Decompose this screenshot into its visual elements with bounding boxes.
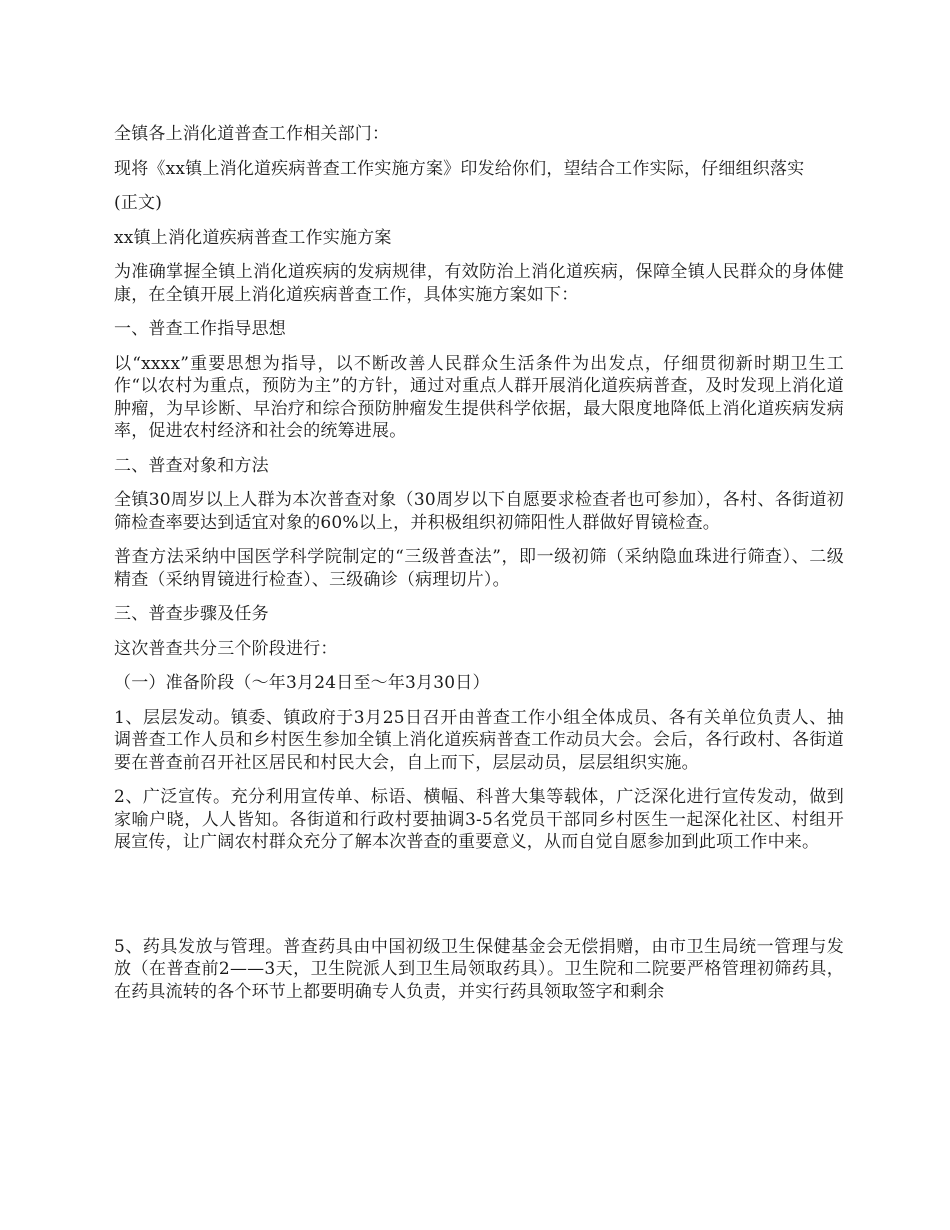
stage-heading-1: （一）准备阶段（～年3月24日至～年3月30日） [114,673,490,693]
notice-paragraph: 现将《xx镇上消化道疾病普查工作实施方案》印发给你们，望结合工作实际，仔细组织落实 [114,158,805,179]
document-body [114,123,844,1015]
task-item-1: 1、层层发动。镇委、镇政府于3月25日召开由普查工作小组全体成员、各有关单位负责人、抽调普查工作人员和乡村医生参加全镇上消化道疾病普查工作动员大会。会后，各行政村、各街道要在普查前召开社区居民和村民大会，自上而下，层层动员，层层组织实施。 [114,707,844,773]
section-heading-3: 三、普查步骤及任务 [114,604,269,624]
body-marker: (正文) [114,193,163,213]
blank-gap [114,866,844,936]
section-2-paragraph-1: 全镇30周岁以上人群为本次普查对象（30周岁以下自愿要求检查者也可参加），各村、各街道初筛检查率要达到适宜对象的60%以上，并积极组织初筛阳性人群做好胃镜检查。 [114,490,844,533]
task-item-2: 2、广泛宣传。充分利用宣传单、标语、横幅、科普大集等载体，广泛深化进行宣传发动，做到家喻户晓，人人皆知。各街道和行政村要抽调3-5名党员干部同乡村医生一起深化社区、村组开展宣传，让广阔农村群众充分了解本次普查的重要意义，从而自觉自愿参加到此项工作中来。 [114,787,844,852]
task-item-5: 5、药具发放与管理。普查药具由中国初级卫生保健基金会无偿捐赠，由市卫生局统一管理与发放（在普查前2——3天，卫生院派人到卫生局领取药具）。卫生院和二院要严格管理初筛药具，在药具流转的各个环节上都要明确专人负责，并实行药具领取签字和剩余 [114,936,844,1002]
section-2-paragraph-2: 普查方法采纳中国医学科学院制定的“三级普查法”，即一级初筛（采纳隐血珠进行筛查）、二级精查（采纳胃镜进行检查）、三级确诊（病理切片）。 [114,547,844,590]
salutation: 全镇各上消化道普查工作相关部门： [114,124,390,144]
intro-paragraph: 为准确掌握全镇上消化道疾病的发病规律，有效防治上消化道疾病，保障全镇人民群众的身体健康，在全镇开展上消化道疾病普查工作，具体实施方案如下： [114,262,844,305]
section-heading-2: 二、普查对象和方法 [114,455,269,476]
section-1-paragraph: 以“xxxx”重要思想为指导，以不断改善人民群众生活条件为出发点，仔细贯彻新时期卫生工作“以农村为重点，预防为主”的方针，通过对重点人群开展消化道疾病普查，及时发现上消化道肿瘤，为早诊断、早治疗和综合预防肿瘤发生提供科学依据，最大限度地降低上消化道疾病发病率，促进农村经济和社会的统筹进展。 [114,353,844,441]
section-heading-1: 一、普查工作指导思想 [114,319,286,339]
document-title: xx镇上消化道疾病普查工作实施方案 [114,227,392,248]
section-3-intro: 这次普查共分三个阶段进行： [114,638,338,659]
